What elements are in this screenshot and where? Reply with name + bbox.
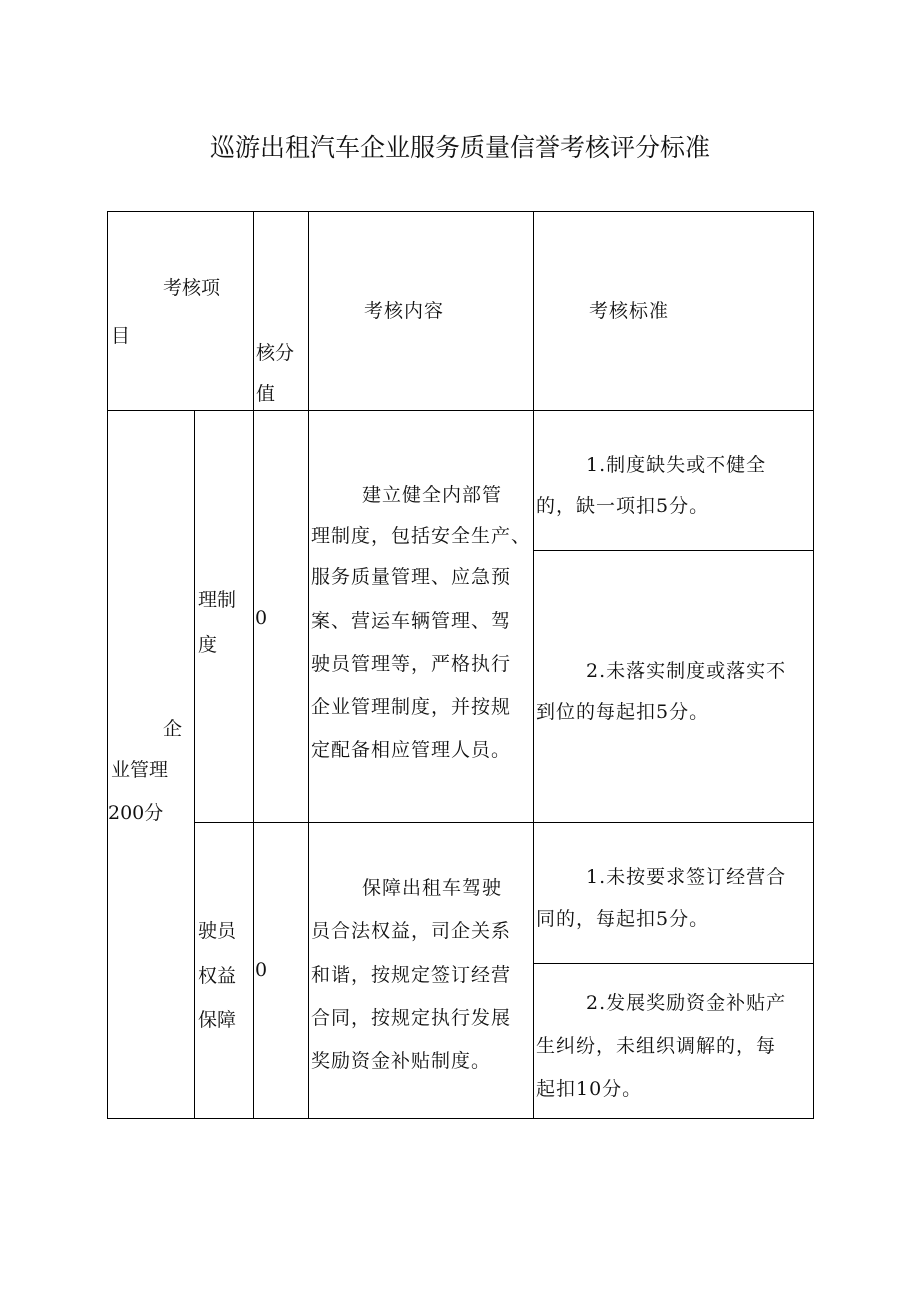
row2-content-line: 员合法权益，司企关系 [311,920,512,942]
header-content-label: 考核内容 [364,300,445,322]
row2-score: 0 [255,959,268,981]
table-border-right [813,211,814,1119]
row1-sub-item-cont: 度 [198,634,218,656]
row1-content-line: 定配备相应管理人员。 [311,739,512,761]
category-label-cont: 业管理 [111,759,169,781]
row2-content-line: 保障出租车驾驶 [362,877,503,899]
row2-sub-item-cont: 权益 [198,965,237,987]
row1-content-line: 服务质量管理、应急预 [311,566,512,588]
row1-content-line: 理制度，包括安全生产、 [311,525,532,547]
row2-standard-2: 2.发展奖励资金补贴产 [586,992,787,1014]
header-standard-label: 考核标准 [589,300,670,322]
table-border-left [107,211,108,1119]
standard-divider-2 [534,963,814,964]
row2-standard-2-cont: 起扣10分。 [536,1078,643,1100]
category-label: 企 [163,718,183,740]
row1-sub-item: 理制 [198,589,237,611]
row2-content-line: 和谐，按规定签订经营 [311,964,512,986]
header-divider [107,410,814,411]
row2-sub-item-cont: 保障 [198,1009,237,1031]
row2-standard-2-cont: 生纠纷，未组织调解的，每 [536,1035,777,1057]
row1-content-line: 案、营运车辆管理、驾 [311,610,512,632]
row1-standard-2-cont: 到位的每起扣5分。 [536,701,710,723]
standard-divider-1 [534,550,814,551]
row1-score: 0 [255,607,268,629]
header-score-label: 核分 [256,342,295,364]
header-item-label: 考核项 [163,277,221,299]
row1-content-line: 驶员管理等，严格执行 [311,653,512,675]
row2-standard-1-cont: 同的，每起扣5分。 [536,908,710,930]
table-border-top [107,211,814,212]
row2-sub-item: 驶员 [198,920,237,942]
col-divider-score [253,211,254,1119]
row1-content-line: 建立健全内部管 [362,484,503,506]
page-title: 巡游出租汽车企业服务质量信誉考核评分标准 [209,133,710,162]
table-border-bottom [107,1118,814,1119]
row2-standard-1: 1.未按要求签订经营合 [586,866,787,888]
header-item-label-cont: 目 [111,325,131,347]
col-divider-sub [194,410,195,1119]
row1-content-line: 企业管理制度，并按规 [311,696,512,718]
col-divider-content [308,211,309,1119]
row1-standard-1-cont: 的，缺一项扣5分。 [536,495,710,517]
col-divider-standard [533,211,534,1119]
row1-standard-1: 1.制度缺失或不健全 [586,454,767,476]
category-score: 200分 [108,802,164,824]
header-score-label-cont: 值 [256,383,276,405]
row2-content-line: 奖励资金补贴制度。 [311,1050,492,1072]
row2-content-line: 合同，按规定执行发展 [311,1007,512,1029]
row1-standard-2: 2.未落实制度或落实不 [586,660,787,682]
row-divider [194,822,814,823]
